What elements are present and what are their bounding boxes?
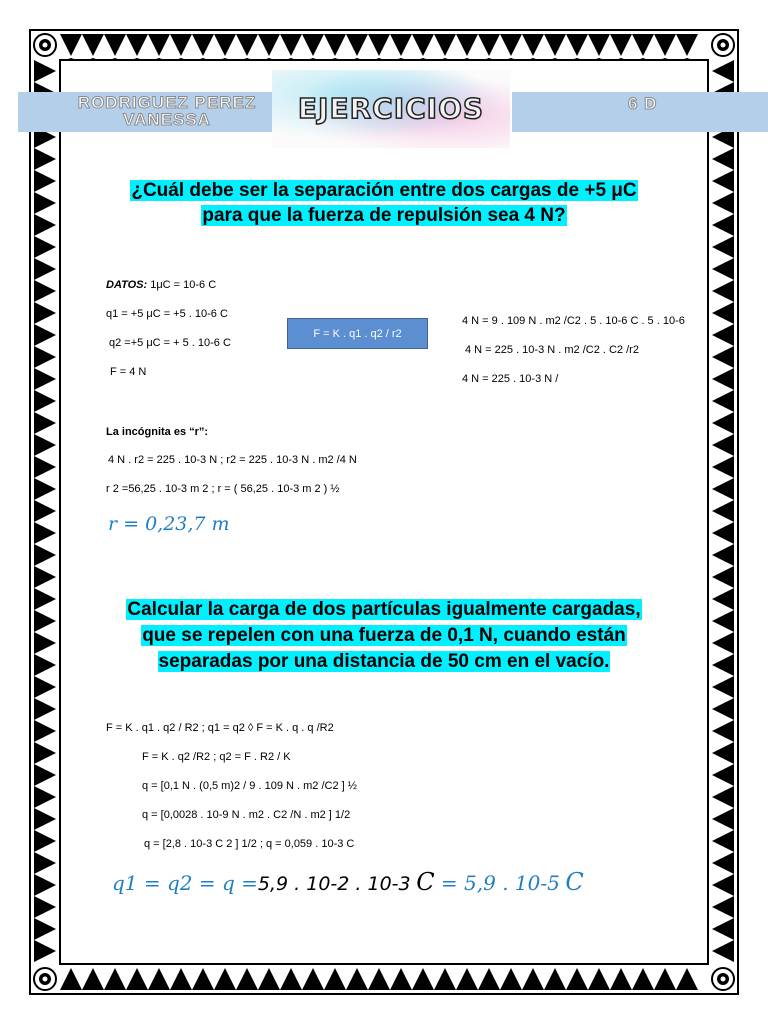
answer-equals: = [434,871,465,895]
answer-coulomb-1: C [416,868,435,896]
datos-value: 1μC = 10-6 C [147,279,217,291]
page-title: EJERCICIOS [297,92,485,125]
exercise1-answer: r = 0,23,7 m [108,513,230,535]
exercise2-answer [112,868,584,896]
calc-right-2: 4 N = 225 . 10-3 N . m2 /C2 . C2 /r2 [465,344,639,356]
ex2-line2: F = K . q2 /R2 ; q2 = F . R2 / K [142,751,291,763]
exercise1-question-line1: ¿Cuál debe ser la separación entre dos cargas de +5 μC [131,180,637,201]
exercise2-question-line3: separadas por una distancia de 50 cm en el vacío. [158,651,610,672]
calc-right-1: 4 N = 9 . 109 N . m2 /C2 . 5 . 10-6 C . 5 . 10-6 [462,315,685,327]
solution-step1: 4 N . r2 = 225 . 10-3 N ; r2 = 225 . 10-3 N . m2 /4 N [108,454,357,466]
answer-coulomb-2: C [565,868,584,896]
q2-data: q2 =+5 μC = + 5 . 10-6 C [109,337,231,349]
exercise2-question [80,597,688,675]
incognita-label: La incógnita es “r”: [106,426,209,438]
exercise2-question-line1: Calcular la carga de dos partículas igualmente cargadas, [127,599,641,620]
student-name-line1: RODRIGUEZ PEREZ [77,93,257,112]
ex2-line3: q = [0,1 N . (0,5 m)2 / 9 . 109 N . m2 /C2 ] ½ [142,780,357,792]
title-banner [272,70,510,148]
ex2-line4: q = [0,0028 . 10-9 N . m2 . C2 /N . m2 ] 1/2 [142,809,351,821]
solution-step2: r 2 =56,25 . 10-3 m 2 ; r = ( 56,25 . 10-3 m 2 ) ½ [106,483,340,495]
datos-line [106,279,216,291]
exercise1-question-line2: para que la fuerza de repulsión sea 4 N? [202,205,566,226]
ex2-line5: q = [2,8 . 10-3 C 2 ] 1/2 ; q = 0,059 . 10-3 C [144,838,355,850]
answer-blue-part2: 5,9 . 10-5 [464,871,560,895]
exercise2-question-line2: que se repelen con una fuerza de 0,1 N, cuando están [142,625,626,646]
answer-blue-part1: q1 = q2 = q = [112,871,258,895]
exercise1-question [80,178,688,228]
coulomb-formula-box: F = K . q1 . q2 / r2 [287,318,428,349]
q1-data: q1 = +5 μC = +5 . 10-6 C [106,308,228,320]
student-name [62,94,272,128]
ex2-line1: F = K . q1 . q2 / R2 ; q1 = q2 ◊ F = K . q . q /R2 [106,722,334,734]
student-name-line2: VANESSA [123,110,211,129]
datos-label: DATOS: [106,279,148,291]
group-label: 6 D [628,94,658,113]
force-data: F = 4 N [110,366,147,378]
answer-black-part: 5,9 . 10-2 . 10-3 [257,873,411,895]
calc-right-3: 4 N = 225 . 10-3 N / [462,373,559,385]
